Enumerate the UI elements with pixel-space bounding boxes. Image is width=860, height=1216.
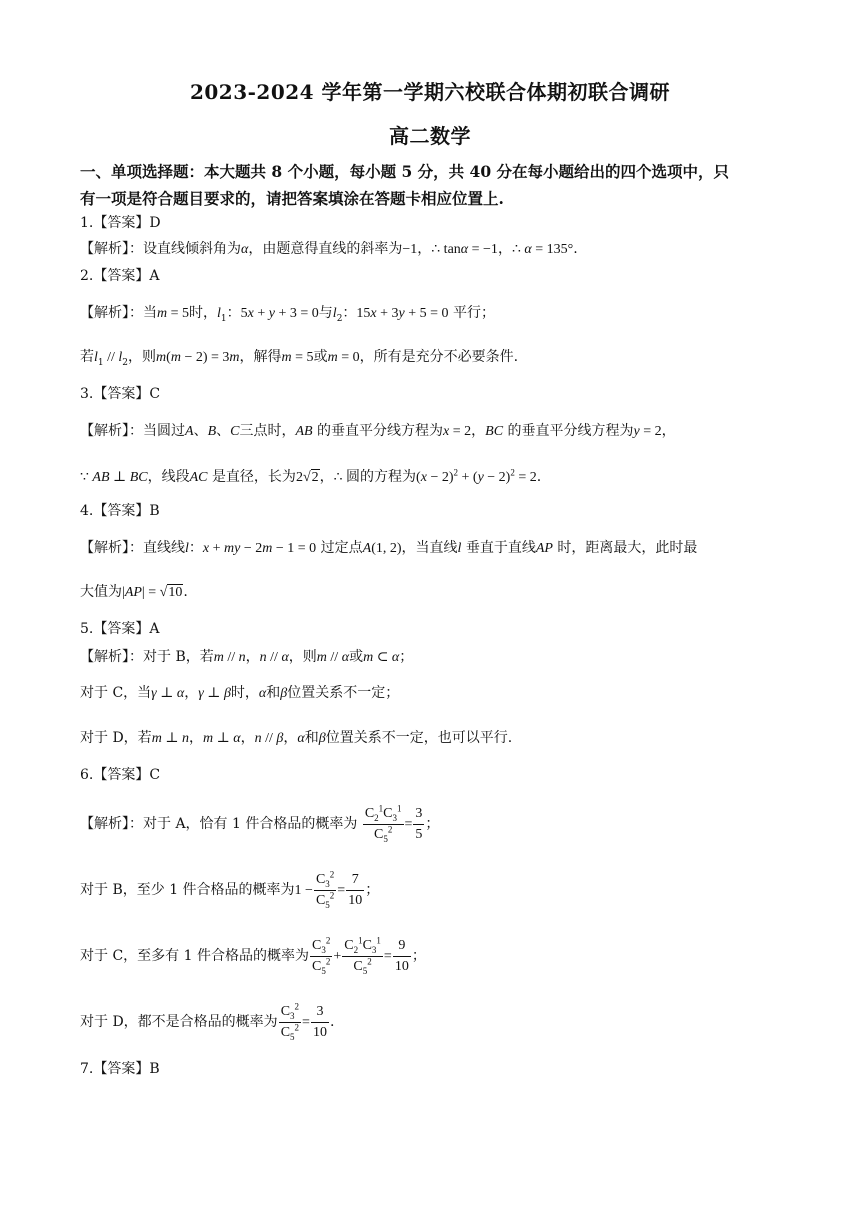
explanation-3-line2: ∵ AB ⊥ BC，线段AC 是直径，长为2√2，∴ 圆的方程为$(x - 2)^2 + (y - 2)^2 = 2$. xyxy=(80,467,542,485)
explanation-4-line2: 大值为|AP| = √10. xyxy=(80,584,188,600)
explanation-6-line4: 对于 D，都不是合格品的概率为 $\frac{C_3^2}{C_5^2}$ = $\frac{3}{10}$ . xyxy=(80,1000,335,1042)
explanation-5-line2: 对于 C，当γ ⊥ α，γ ⊥ β时，α和β位置关系不一定； xyxy=(80,685,400,701)
explanation-1: 【解析】：设直线倾斜角为α，由题意得直线的斜率为−1，∴ tanα = −1，∴ α = 135°. xyxy=(80,241,578,257)
answer-1: 1.【答案】D xyxy=(80,215,161,231)
answer-7: 7.【答案】B xyxy=(80,1061,160,1077)
explanation-6-line1: 【解析】：对于 A，恰有 1 件合格品的概率为 $\frac{C_2^1C_3^1}{C_5^2}$ = $\frac{3}{5}$ ； xyxy=(80,802,440,844)
explanation-4-line1: 【解析】：直线线l：x + my − 2m − 1 = 0 过定点A(1, 2)，当直线l 垂直于直线AP 时，距离最大，此时最 xyxy=(80,540,698,556)
explanation-5-line3: 对于 D，若m ⊥ n，m ⊥ α，n // β，α和β位置关系不一定，也可以平行. xyxy=(80,730,513,746)
explanation-3-line1: 【解析】：当圆过A、B、C三点时，AB 的垂直平分线方程为x = 2，BC 的垂直平分线方程为y = 2， xyxy=(80,423,676,439)
answer-6: 6.【答案】C xyxy=(80,767,161,783)
explanation-5-line1: 【解析】：对于 B，若m // n，n // α，则m // α或m ⊂ α； xyxy=(80,649,414,665)
explanation-6-line3: 对于 C，至多有 1 件合格品的概率为 $\frac{C_3^2}{C_5^2}$ + $\frac{C_2^1C_3^1}{C_5^2}$ = $\frac{9}{10}$ ； xyxy=(80,934,426,976)
document-subtitle: 高二数学 xyxy=(389,124,471,148)
explanation-2-line2: 若$l_1 // l_2$，则m(m − 2) = 3m，解得m = 5或m = 0，所有是充分不必要条件. xyxy=(80,349,519,368)
section-heading-line1: 一、单项选择题：本大题共 8 个小题，每小题 5 分，共 40 分在每小题给出的四个选项中，只 xyxy=(80,162,730,181)
answer-3: 3.【答案】C xyxy=(80,386,161,402)
answer-4: 4.【答案】B xyxy=(80,503,160,519)
explanation-6-line2: 对于 B，至少 1 件合格品的概率为1 − $\frac{C_3^2}{C_5^2}$ = $\frac{7}{10}$ ； xyxy=(80,868,380,910)
answer-2: 2.【答案】A xyxy=(80,268,160,284)
explanation-2-line1: 【解析】：当m = 5时，$l_1$：5x + y + 3 = 0与$l_2$：15x + 3y + 5 = 0 平行； xyxy=(80,305,496,324)
section-heading-line2: 有一项是符合题目要求的，请把答案填涂在答题卡相应位置上. xyxy=(80,189,504,208)
document-title: 2023-2024 学年第一学期六校联合体期初联合调研 xyxy=(189,80,671,104)
answer-5: 5.【答案】A xyxy=(80,621,160,637)
